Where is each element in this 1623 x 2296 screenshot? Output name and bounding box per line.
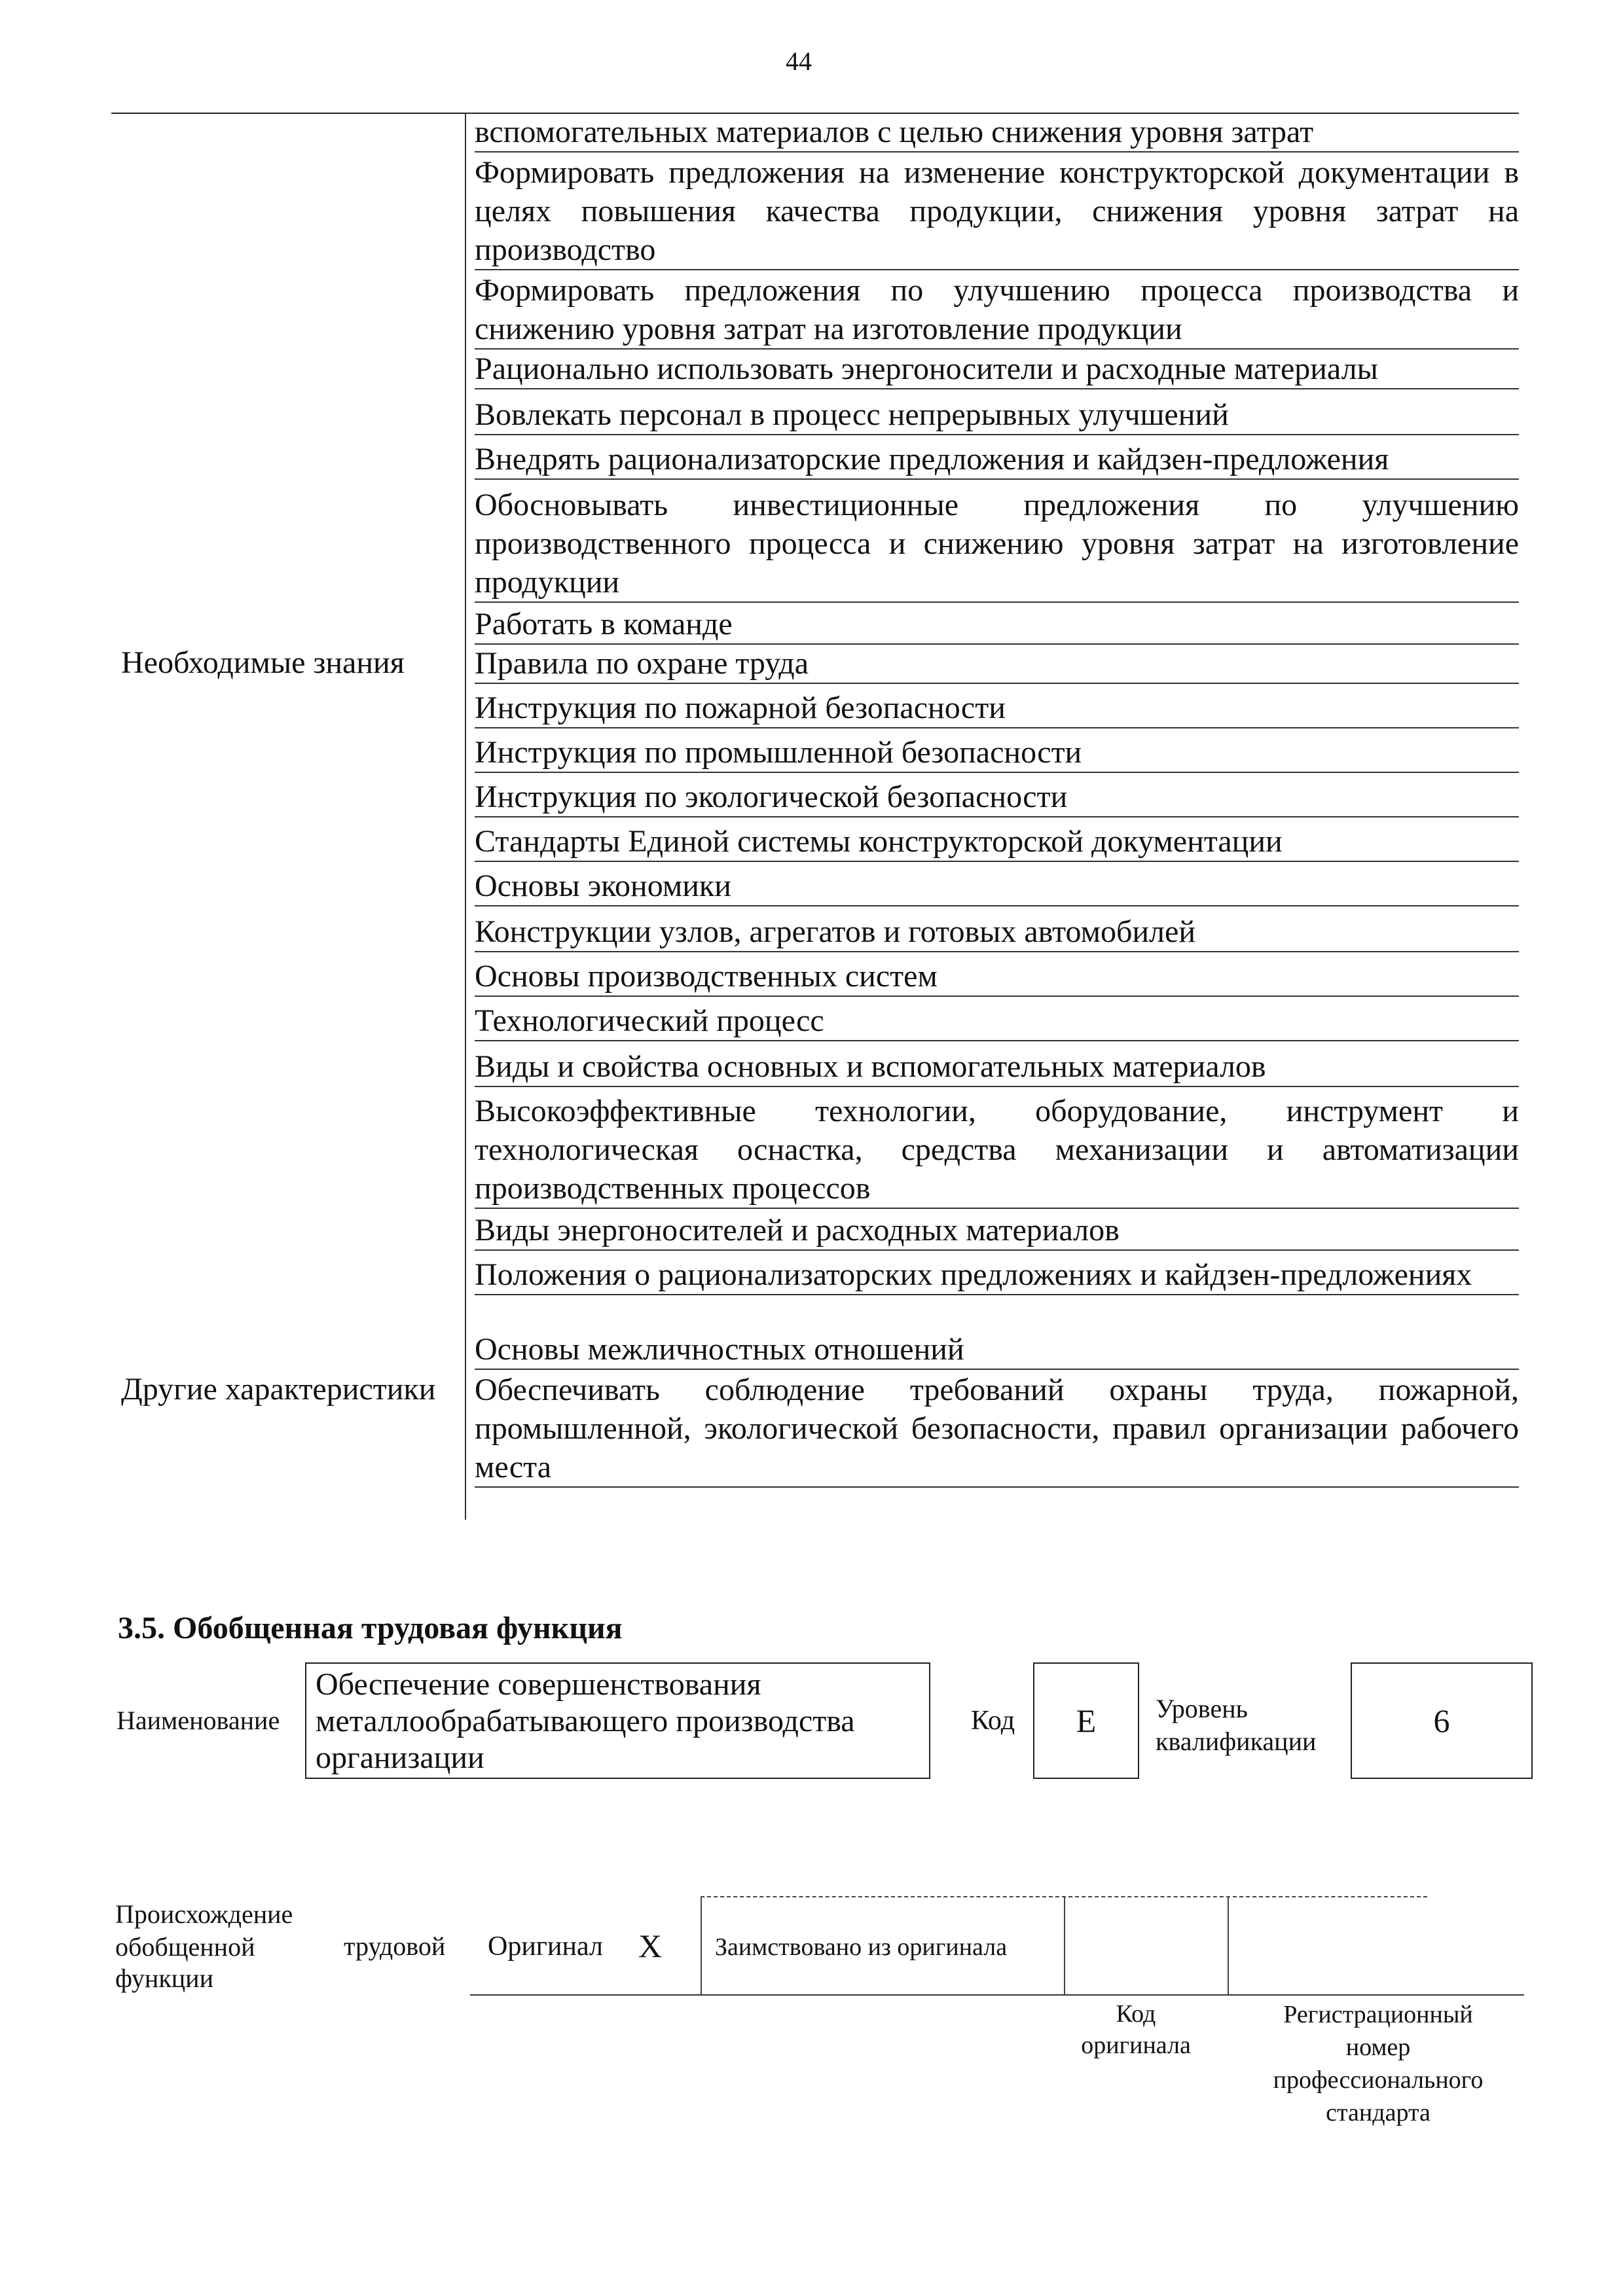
code-label: Код	[971, 1706, 1015, 1736]
caption-original-code: Код оригинала	[1081, 2000, 1191, 2059]
origin-separator	[701, 1896, 702, 1994]
table-row: вспомогательных материалов с целью снижения уровня затрат	[475, 113, 1519, 152]
table-row: Обеспечивать соблюдение требований охраны труда, пожарной, промышленной, экологической безопасности, правил организации рабочего места	[475, 1371, 1519, 1488]
table-row: Формировать предложения на изменение конструкторской документации в целях повышения качества продукции, снижения уровня затрат на производство	[475, 153, 1519, 270]
table-row: Конструкции узлов, агрегатов и готовых автомобилей	[475, 912, 1519, 952]
table-row: Формировать предложения по улучшению процесса производства и снижению уровня затрат на изготовление продукции	[475, 271, 1519, 350]
origin-bottom-rule	[470, 1994, 1524, 1996]
section-title: 3.5. Обобщенная трудовая функция	[118, 1611, 623, 1645]
code-field: E	[1033, 1662, 1139, 1779]
table-row: Высокоэффективные технологии, оборудование, инструмент и технологическая оснастка, средства механизации и автоматизации производственных процессов	[475, 1092, 1519, 1209]
origin-borrowed: Заимствовано из оригинала	[715, 1933, 1008, 1961]
table-row: Инструкция по промышленной безопасности	[475, 733, 1519, 773]
table-row: Рационально использовать энергоносители и расходные материалы	[475, 350, 1519, 389]
table-row: Виды энергоносителей и расходных материалов	[475, 1211, 1519, 1251]
row-label-other: Другие характеристики	[121, 1372, 436, 1407]
origin-mark: X	[638, 1928, 663, 1964]
table-row: Вовлекать персонал в процесс непрерывных улучшений	[475, 395, 1519, 435]
table-row: Работать в команде	[475, 605, 1519, 645]
table-row: Правила по охране труда	[475, 644, 1519, 684]
name-label: Наименование	[117, 1706, 280, 1735]
origin-label-line3: функции	[115, 1964, 213, 1993]
name-field: Обеспечение совершенствования металлообрабатывающего производства организации	[305, 1662, 930, 1779]
table-row: Основы межличностных отношений	[475, 1330, 1519, 1370]
level-label: Уровень квалификации	[1156, 1694, 1317, 1756]
table-row: Технологический процесс	[475, 1001, 1519, 1041]
table-row: Стандарты Единой системы конструкторской документации	[475, 822, 1519, 862]
table-row: Внедрять рационализаторские предложения и кайдзен-предложения	[475, 440, 1519, 480]
origin-separator	[1064, 1896, 1065, 1994]
origin-separator	[1228, 1896, 1229, 1994]
row-label-knowledge: Необходимые знания	[121, 645, 405, 680]
table-row: Виды и свойства основных и вспомогательных материалов	[475, 1047, 1519, 1087]
page-number: 44	[786, 46, 812, 76]
level-field: 6	[1351, 1662, 1533, 1779]
origin-label-word: трудовой	[344, 1931, 446, 1961]
table-row: Инструкция по экологической безопасности	[475, 778, 1519, 817]
origin-original: Оригинал	[488, 1931, 603, 1962]
table-column-divider	[465, 113, 466, 1520]
origin-label: Происхождение обобщенной	[115, 1899, 293, 1962]
table-row: Положения о рационализаторских предложениях и кайдзен-предложениях	[475, 1255, 1519, 1295]
caption-registration-number: Регистрационный номер профессионального стандарта	[1273, 2001, 1484, 2126]
table-row: Инструкция по пожарной безопасности	[475, 689, 1519, 728]
table-row: Основы экономики	[475, 867, 1519, 906]
table-row: Обосновывать инвестиционные предложения по улучшению производственного процесса и снижению уровня затрат на изготовление продукции	[475, 486, 1519, 603]
table-row: Основы производственных систем	[475, 957, 1519, 997]
